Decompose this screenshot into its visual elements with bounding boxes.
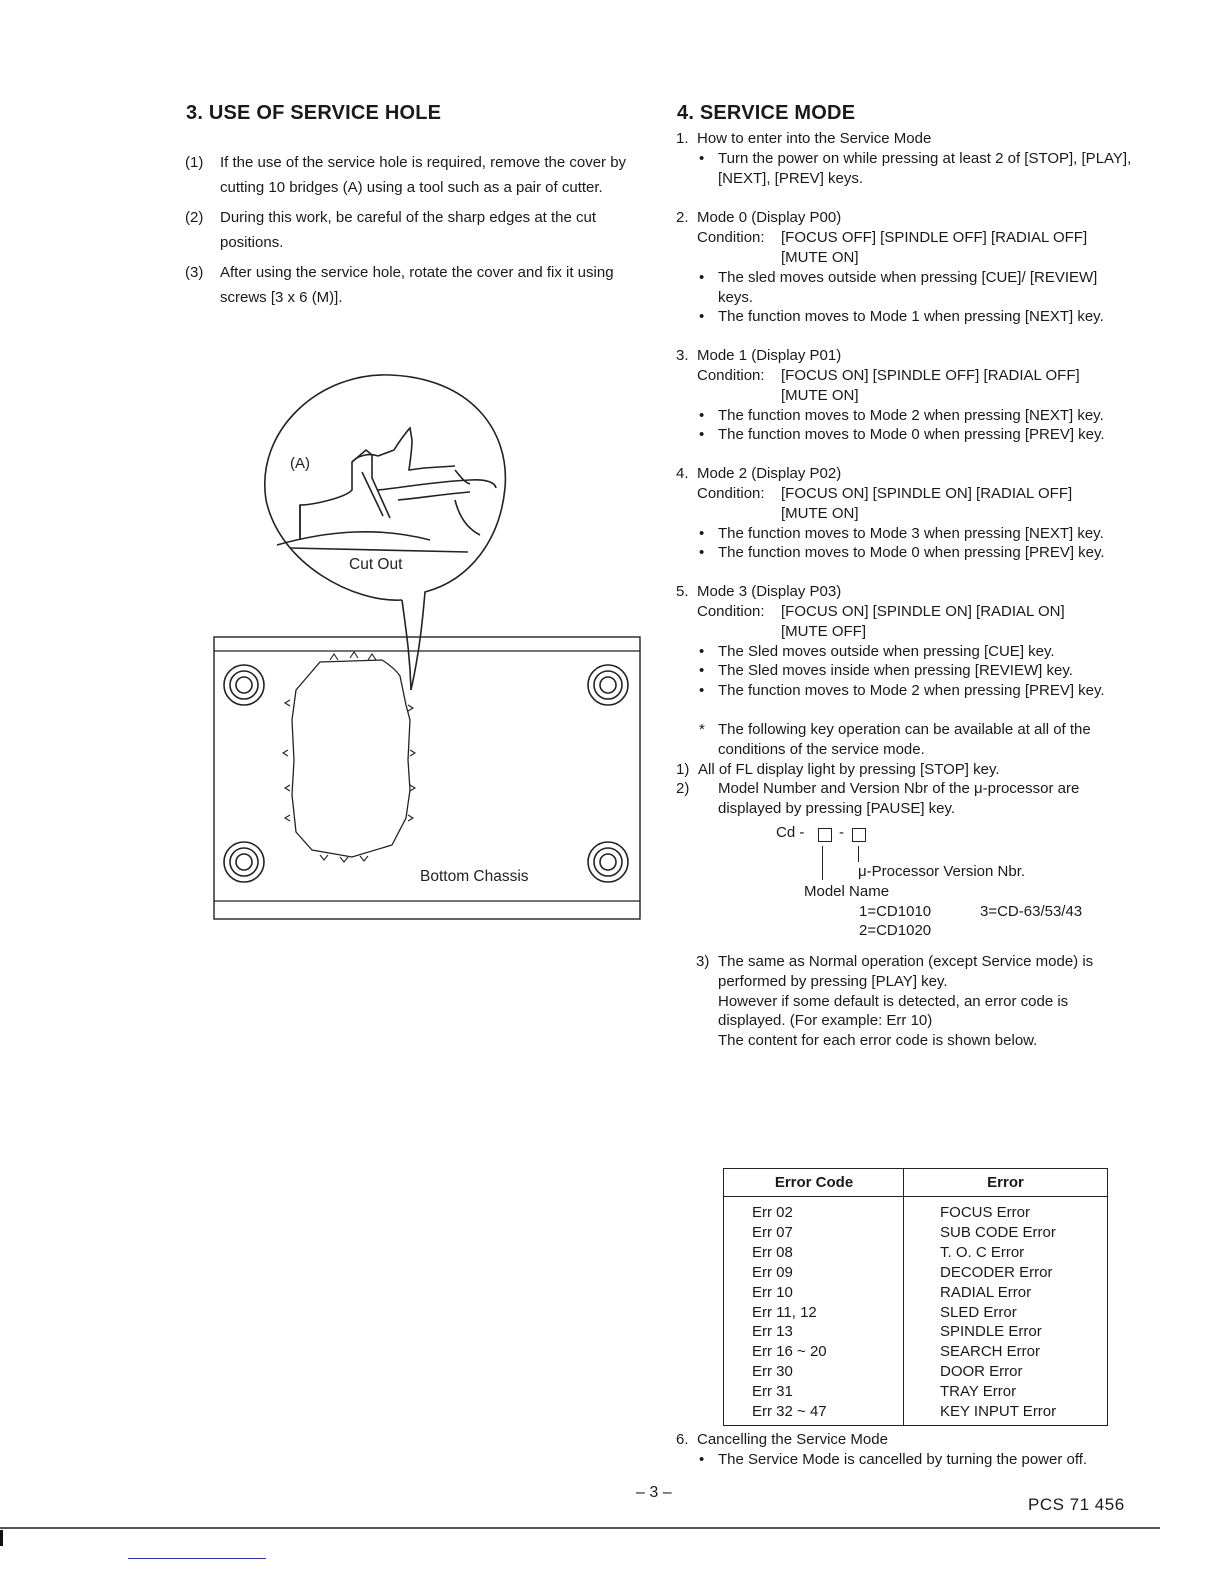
key-operation-note: * The following key operation can be available at all of the conditions of the service mode. 1) All of FL display light by pressing [STOP] key. 2) Model Number and Version Nbr of the μ-processor are displayed by pressing [PAUSE] key. Cd - - μ-Processor Version Nbr. Model Name 1=CD1010 3=CD-63/53/43 2=CD1020 3) The same as Normal operation (except Service mode) is performed by pressing [PLAY] key. However if some default is detected, an error code is displayed. (For example: Err 10) The content for each error code is shown below. (676, 720, 1136, 1051)
bullet-item: • The Service Mode is cancelled by turning the power off. (697, 1450, 1146, 1470)
bullet-item: • The function moves to Mode 3 when pressing [NEXT] key. (697, 524, 1136, 544)
condition: Condition: [FOCUS OFF] [SPINDLE OFF] [RADIAL OFF] [MUTE ON] (697, 229, 1088, 266)
list-item: (1) If the use of the service hole is required, remove the cover by cutting 10 bridges (A) using a tool such as a pair of cutter. (185, 154, 627, 196)
table-row: Err 30 DOOR Error (752, 1363, 1023, 1381)
mode-section-5: 5. Mode 3 (Display P03) Condition: [FOCUS ON] [SPINDLE ON] [RADIAL ON] [MUTE OFF] • The Sled moves outside when pressing [CUE] key. • The Sled moves inside when pressing [REVIEW] key. • The function moves to Mode 2 when pressing [PREV] key. (676, 582, 1136, 701)
bullet-item: • The function moves to Mode 2 when pressing [PREV] key. (697, 681, 1136, 701)
error-code-table (723, 1168, 1108, 1426)
table-header: Error (904, 1169, 1107, 1197)
table-header: Error Code (724, 1169, 904, 1197)
table-row: Err 07 SUB CODE Error (752, 1223, 1056, 1241)
bullet-item: • Turn the power on while pressing at least 2 of [STOP], [PLAY], [NEXT], [PREV] keys. (697, 149, 1136, 189)
list-item: (2) During this work, be careful of the sharp edges at the cut positions. (185, 209, 597, 251)
table-row: Err 10 RADIAL Error (752, 1283, 1032, 1301)
figure-label-bottom-chassis: Bottom Chassis (420, 868, 529, 885)
mode-section-2: 2. Mode 0 (Display P00) Condition: [FOCUS OFF] [SPINDLE OFF] [RADIAL OFF] [MUTE ON] • The sled moves outside when pressing [CUE]/ [REVIEW] keys. • The function moves to Mode 1 when pressing [NEXT] key. (676, 208, 1136, 327)
table-row: Err 11, 12 SLED Error (752, 1303, 1017, 1321)
figure-label-a: (A) (290, 455, 310, 472)
bullet-item: • The function moves to Mode 1 when pressing [NEXT] key. (697, 307, 1136, 327)
condition: Condition: [FOCUS ON] [SPINDLE OFF] [RADIAL OFF] [MUTE ON] (697, 366, 1080, 404)
footnote-rule (128, 1558, 266, 1559)
bullet-item: • The function moves to Mode 2 when pressing [NEXT] key. (697, 406, 1136, 426)
mode-section-6: 6. Cancelling the Service Mode • The Service Mode is cancelled by turning the power off. (676, 1430, 1146, 1470)
note-item: 3) The same as Normal operation (except Service mode) is performed by pressing [PLAY] key. However if some default is detected, an error code is displayed. (For example: Err 10) The content for each error code is shown below. (696, 952, 1094, 1050)
section-title-service-mode: 4. SERVICE MODE (677, 102, 856, 124)
footer-rule (0, 1527, 1160, 1529)
table-row: Err 09 DECODER Error (752, 1263, 1053, 1281)
table-row: Err 13 SPINDLE Error (752, 1323, 1042, 1341)
service-hole-diagram (200, 360, 660, 935)
condition: Condition: [FOCUS ON] [SPINDLE ON] [RADIAL OFF] [MUTE ON] (697, 484, 1073, 522)
bullet-item: • The function moves to Mode 0 when pressing [PREV] key. (697, 543, 1136, 563)
note-item: 2) Model Number and Version Nbr of the μ-processor are displayed by pressing [PAUSE] key. (676, 780, 1080, 818)
code-box-model (818, 828, 832, 842)
figure-label-cut-out: Cut Out (349, 556, 403, 573)
mode-section-3: 3. Mode 1 (Display P01) Condition: [FOCUS ON] [SPINDLE OFF] [RADIAL OFF] [MUTE ON] • The function moves to Mode 2 when pressing [NEXT] key. • The function moves to Mode 0 when pressing [PREV] key. (676, 346, 1136, 445)
bullet-item: • The Sled moves inside when pressing [REVIEW] key. (697, 661, 1136, 681)
table-row: Err 31 TRAY Error (752, 1383, 1017, 1401)
document-id: PCS 71 456 (1028, 1495, 1125, 1514)
table-row: Err 02 FOCUS Error (752, 1204, 1030, 1221)
list-item: (3) After using the service hole, rotate the cover and fix it using screws [3 x 6 (M)]. (185, 264, 614, 306)
service-mode-body (676, 129, 1136, 1051)
page-number: – 3 – (636, 1484, 672, 1501)
table-row: Err 16 ~ 20 SEARCH Error (752, 1343, 1041, 1361)
mode-section-4: 4. Mode 2 (Display P02) Condition: [FOCUS ON] [SPINDLE ON] [RADIAL OFF] [MUTE ON] • The function moves to Mode 3 when pressing [NEXT] key. • The function moves to Mode 0 when pressing [PREV] key. (676, 464, 1136, 563)
bullet-item: • The sled moves outside when pressing [CUE]/ [REVIEW] keys. (697, 268, 1136, 308)
service-hole-list (185, 150, 647, 315)
note-item: 1) All of FL display light by pressing [STOP] key. (676, 760, 1000, 778)
bullet-item: • The function moves to Mode 0 when pressing [PREV] key. (697, 425, 1136, 445)
condition: Condition: [FOCUS ON] [SPINDLE ON] [RADIAL ON] [MUTE OFF] (697, 602, 1065, 640)
table-row: Err 08 T. O. C Error (752, 1243, 1025, 1261)
margin-mark (0, 1530, 3, 1546)
code-box-version (852, 828, 866, 842)
bullet-item: • The Sled moves outside when pressing [CUE] key. (697, 642, 1136, 662)
model-code-diagram: Cd - - μ-Processor Version Nbr. Model Name 1=CD1010 3=CD-63/53/43 2=CD1020 (776, 823, 1083, 939)
section-title-service-hole: 3. USE OF SERVICE HOLE (186, 102, 442, 124)
table-row: Err 32 ~ 47 KEY INPUT Error (752, 1403, 1057, 1421)
mode-section-1: 1. How to enter into the Service Mode • Turn the power on while pressing at least 2 of [STOP], [PLAY], [NEXT], [PREV] keys. (676, 129, 1136, 188)
